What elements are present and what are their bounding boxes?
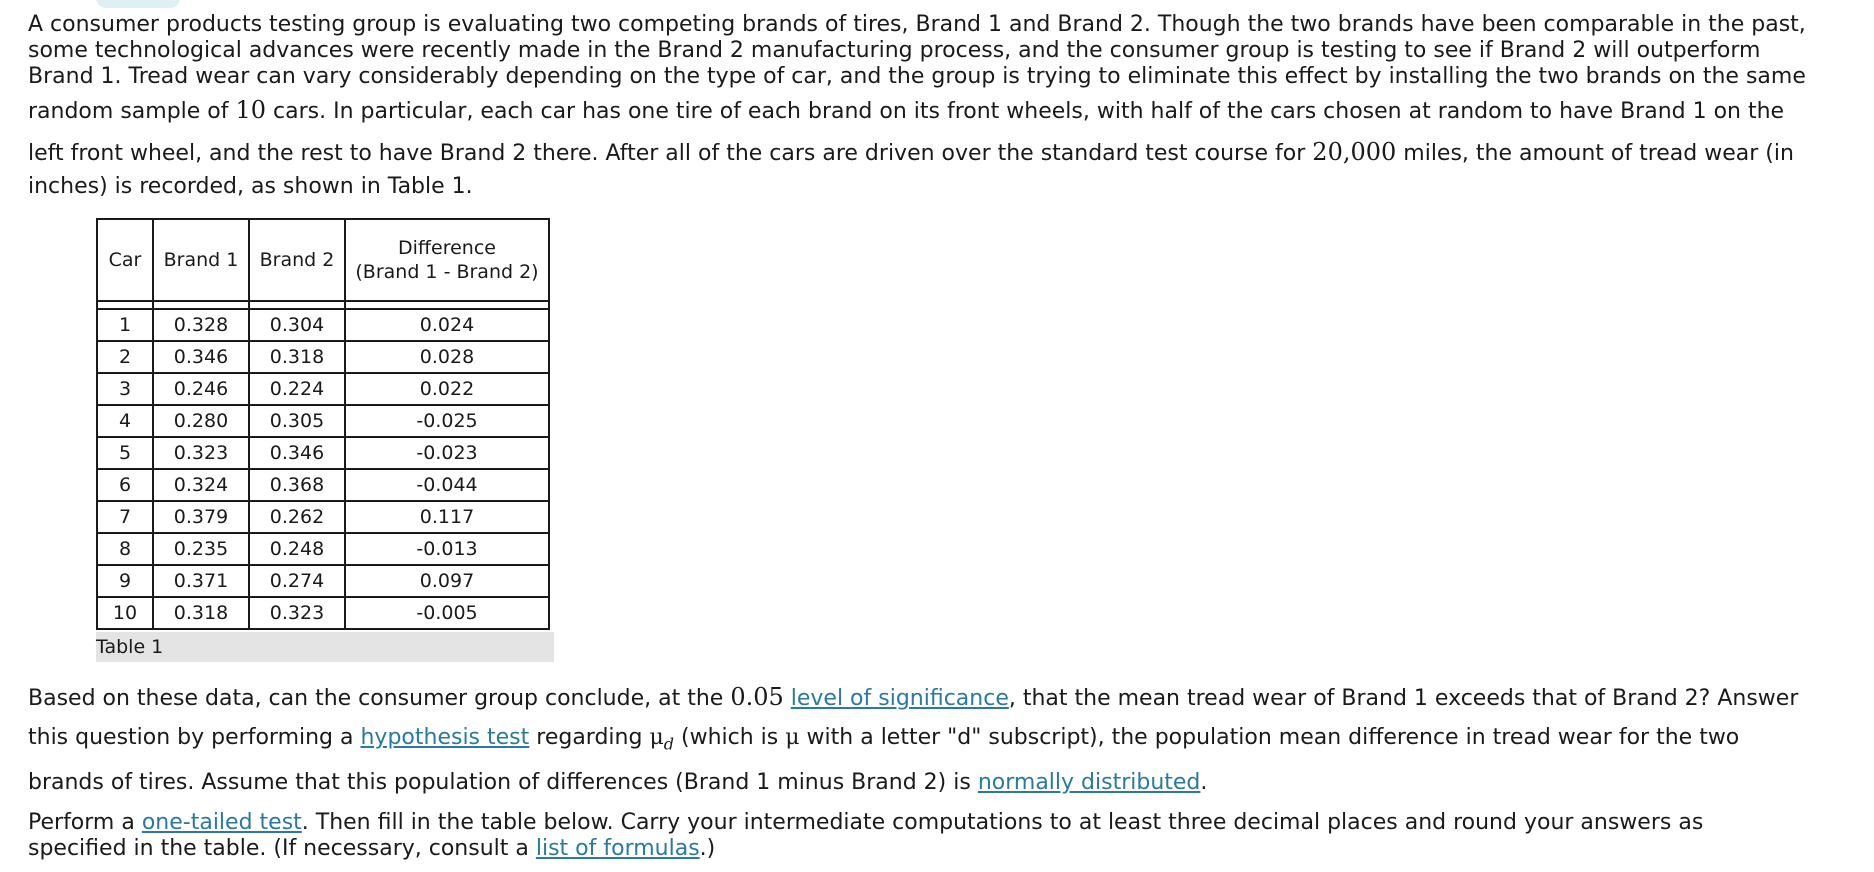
table-row: [97, 469, 549, 501]
table-row: [97, 533, 549, 565]
intro-line-4: [28, 96, 1785, 124]
problem-intro: [28, 12, 1858, 200]
car-cell: 3: [97, 373, 153, 405]
mu-d-symbol: [649, 725, 675, 754]
car-cell: 9: [97, 565, 153, 597]
mu-subscript: d: [663, 734, 675, 754]
brand-1-cell: 0.246: [153, 373, 249, 405]
header-difference-line-1: Difference: [398, 237, 496, 259]
car-cell: 4: [97, 405, 153, 437]
brand-1-cell: 0.318: [153, 597, 249, 629]
header-brand-1: Brand 1: [153, 219, 249, 301]
car-cell: 8: [97, 533, 153, 565]
header-brand-2: Brand 2: [249, 219, 345, 301]
difference-cell: -0.025: [345, 405, 549, 437]
brand-2-cell: 0.346: [249, 437, 345, 469]
hypothesis-test-link[interactable]: hypothesis test: [360, 725, 530, 750]
car-cell: 7: [97, 501, 153, 533]
question-text-f: with a letter "d" subscript), the population mean difference in tread wear for the two: [799, 725, 1740, 750]
table-row: [97, 565, 549, 597]
brand-2-cell: 0.323: [249, 597, 345, 629]
brand-1-cell: 0.280: [153, 405, 249, 437]
table-row: [97, 341, 549, 373]
question-text-h: .: [1200, 770, 1208, 796]
brand-1-cell: 0.371: [153, 565, 249, 597]
question-text-d: regarding: [529, 725, 650, 750]
header-difference: [345, 219, 549, 301]
brand-2-cell: 0.274: [249, 565, 345, 597]
level-of-significance-link[interactable]: level of significance: [790, 686, 1009, 711]
tread-wear-table-container: [96, 218, 554, 662]
brand-1-cell: 0.235: [153, 533, 249, 565]
table-header-row: [97, 219, 549, 301]
brand-2-cell: 0.305: [249, 405, 345, 437]
difference-cell: 0.024: [345, 309, 549, 341]
sample-size-number: 10: [235, 96, 267, 124]
car-cell: 5: [97, 437, 153, 469]
instructions-text-b: . Then fill in the table below. Carry your intermediate computations to at least three decimal places and round your answers as: [301, 810, 1704, 835]
list-of-formulas-link[interactable]: list of formulas: [535, 836, 700, 861]
brand-1-cell: 0.379: [153, 501, 249, 533]
header-car: Car: [97, 219, 153, 301]
brand-1-cell: 0.323: [153, 437, 249, 469]
mu-symbol: μ: [649, 725, 664, 750]
brand-1-cell: 0.346: [153, 341, 249, 373]
brand-2-cell: 0.304: [249, 309, 345, 341]
brand-1-cell: 0.328: [153, 309, 249, 341]
car-cell: 2: [97, 341, 153, 373]
question-text-a: Based on these data, can the consumer group conclude, at the: [28, 686, 731, 711]
alpha-value: 0.05: [730, 683, 784, 711]
brand-2-cell: 0.248: [249, 533, 345, 565]
brand-2-cell: 0.262: [249, 501, 345, 533]
difference-cell: -0.005: [345, 597, 549, 629]
question-text-b: , that the mean tread wear of Brand 1 exceeds that of Brand 2? Answer: [1008, 686, 1799, 711]
intro-line-2: some technological advances were recently made in the Brand 2 manufacturing process, and the consumer group is testing to see if Brand 2 will outperform: [28, 38, 1761, 63]
question-paragraph: [28, 678, 1858, 802]
instructions-paragraph: [28, 810, 1858, 862]
intro-line-4-text-b: cars. In particular, each car has one tire of each brand on its front wheels, with half of the cars chosen at random to have Brand 1 on the: [266, 99, 1785, 124]
car-cell: 6: [97, 469, 153, 501]
intro-line-1: A consumer products testing group is evaluating two competing brands of tires, Brand 1 and Brand 2. Though the two brands have been comparable in the past,: [28, 12, 1806, 37]
difference-cell: 0.028: [345, 341, 549, 373]
table-spacer-row: [97, 301, 549, 309]
difference-cell: -0.013: [345, 533, 549, 565]
difference-cell: 0.117: [345, 501, 549, 533]
brand-2-cell: 0.224: [249, 373, 345, 405]
instructions-text-c: specified in the table. (If necessary, consult a: [28, 836, 536, 861]
table-row: [97, 501, 549, 533]
intro-line-4-text-a: random sample of: [28, 99, 236, 124]
one-tailed-test-link[interactable]: one-tailed test: [141, 810, 302, 835]
table-row: [97, 437, 549, 469]
brand-2-cell: 0.368: [249, 469, 345, 501]
difference-cell: -0.044: [345, 469, 549, 501]
table-row: [97, 597, 549, 629]
normally-distributed-link[interactable]: normally distributed: [977, 770, 1201, 796]
intro-line-5-text-b: miles, the amount of tread wear (in: [1396, 141, 1794, 166]
intro-line-3: Brand 1. Tread wear can vary considerably depending on the type of car, and the group is trying to eliminate this effect by installing the two brands on the same: [28, 64, 1806, 89]
instructions-text-a: Perform a: [28, 810, 142, 835]
brand-2-cell: 0.318: [249, 341, 345, 373]
tread-wear-table: [96, 218, 550, 630]
table-row: [97, 405, 549, 437]
difference-cell: -0.023: [345, 437, 549, 469]
intro-line-6: inches) is recorded, as shown in Table 1.: [28, 174, 473, 199]
question-space: [784, 686, 791, 711]
intro-line-5: [28, 138, 1794, 166]
table-row: [97, 373, 549, 405]
table-row: [97, 309, 549, 341]
table-caption: Table 1: [96, 632, 554, 662]
difference-cell: 0.022: [345, 373, 549, 405]
car-cell: 10: [97, 597, 153, 629]
mu-symbol-plain: μ: [785, 725, 800, 750]
header-difference-line-2: (Brand 1 - Brand 2): [355, 261, 539, 283]
car-cell: 1: [97, 309, 153, 341]
question-text-g: brands of tires. Assume that this population of differences (Brand 1 minus Brand 2) is: [28, 770, 978, 796]
miles-number: 20,000: [1312, 138, 1397, 166]
intro-line-5-text-a: left front wheel, and the rest to have Brand 2 there. After all of the cars are driven over the standard test course for: [28, 141, 1313, 166]
instructions-text-d: .): [699, 836, 716, 861]
top-tab-indicator: [96, 0, 180, 8]
question-text-c: this question by performing a: [28, 725, 361, 750]
brand-1-cell: 0.324: [153, 469, 249, 501]
difference-cell: 0.097: [345, 565, 549, 597]
question-text-e: (which is: [674, 725, 786, 750]
